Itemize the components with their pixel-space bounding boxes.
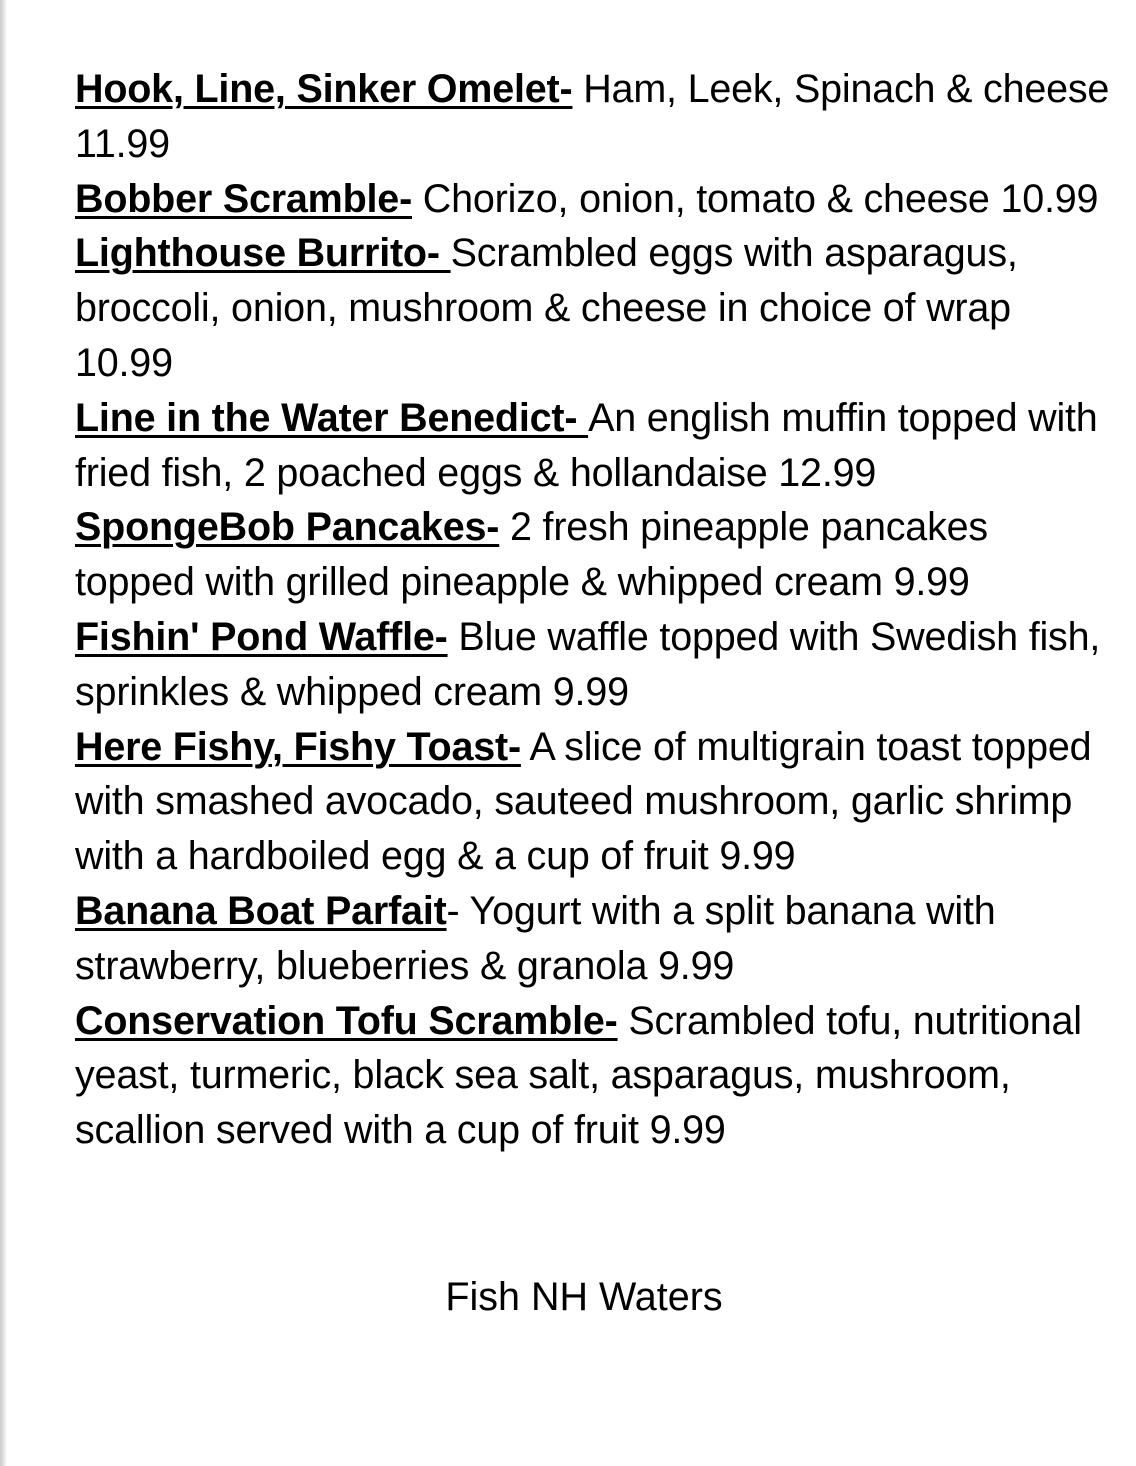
page-edge-shadow xyxy=(0,0,7,1466)
menu-item-name: Hook, Line, Sinker Omelet- xyxy=(75,67,573,111)
menu-item-description: Scrambled tofu, nutritional yeast, turmeric, black sea salt, asparagus, mushroom, scallion served with a cup of fruit 9.99 xyxy=(75,998,1082,1153)
menu-item xyxy=(75,884,1115,994)
menu-item-description: Ham, Leek, Spinach & cheese 11.99 xyxy=(75,67,1110,166)
menu-list xyxy=(75,62,1115,1158)
menu-item-name: Line in the Water Benedict- xyxy=(75,395,589,440)
menu-item-name: Bobber Scramble- xyxy=(75,176,413,221)
menu-item-description: 2 fresh pineapple pancakes topped with grilled pineapple & whipped cream 9.99 xyxy=(75,505,988,605)
menu-item-description: A slice of multigrain toast topped with smashed avocado, sauteed mushroom, garlic shrimp with a hardboiled egg & a cup of fruit 9.99 xyxy=(75,724,1092,879)
menu-item-description: Scrambled eggs with asparagus, broccoli, onion, mushroom & cheese in choice of wrap 10.99 xyxy=(75,231,1018,385)
menu-item-description: Blue waffle topped with Swedish fish, sprinkles & whipped cream 9.99 xyxy=(75,614,1101,714)
menu-item xyxy=(75,62,1115,172)
menu-item xyxy=(75,226,1115,390)
menu-item xyxy=(75,391,1115,501)
menu-item-name: Banana Boat Parfait xyxy=(75,888,447,933)
menu-item-name: Conservation Tofu Scramble- xyxy=(75,998,618,1043)
menu-item-description: An english muffin topped with fried fish, 2 poached eggs & hollandaise 12.99 xyxy=(75,395,1098,495)
menu-item-name: SpongeBob Pancakes- xyxy=(75,505,500,550)
menu-item-description: Chorizo, onion, tomato & cheese 10.99 xyxy=(412,176,1099,221)
menu-item-description: - Yogurt with a split banana with strawberry, blueberries & granola 9.99 xyxy=(75,888,996,988)
menu-item-name: Fishin' Pond Waffle- xyxy=(75,614,448,659)
menu-item xyxy=(75,172,1115,227)
menu-item xyxy=(75,720,1115,884)
menu-item xyxy=(75,610,1115,720)
menu-item xyxy=(75,500,1115,610)
menu-item-name: Lighthouse Burrito- xyxy=(75,231,451,276)
menu-item xyxy=(75,994,1115,1158)
menu-item-name: Here Fishy, Fishy Toast- xyxy=(75,724,521,769)
footer-text: Fish NH Waters xyxy=(445,1275,723,1319)
